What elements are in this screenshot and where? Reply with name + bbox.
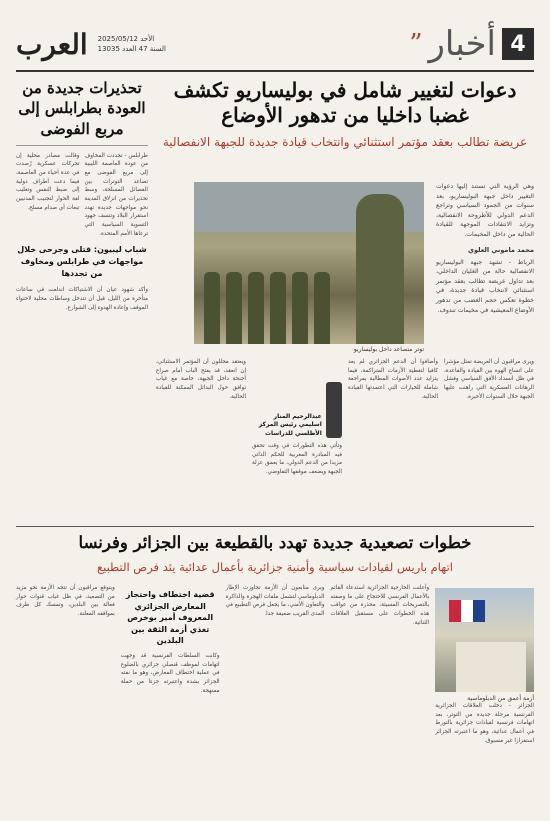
second-body-text: ويرى متابعون أن الأزمة تجاوزت الإطار الدبلوماسي لتشمل ملفات الهجرة والذاكرة والتعاون الأمني، ما يجعل فرص التطبيع في المدى القريب ضعيفة جدا.	[225, 585, 325, 617]
second-photo-caption: أزمة أعمق من الدبلوماسية	[467, 695, 534, 702]
main-body-text: وأضافوا أن الدعم الجزائري لم يعد كافيا لتغطية الأزمات المتراكمة، فيما يتزايد عدد الأصوات المطالبة بمراجعة شاملة للخيارات التي اعتمدتها القيادة الحالية.	[348, 359, 438, 400]
author-photo	[326, 382, 342, 438]
sidebar-body-c: وأكد شهود عيان أن الاشتباكات اندلعت في ساعات متأخرة من الليل، قبل أن تتدخل وساطات محلية لاحتواء الموقف وإعادة الهدوء إلى الشوارع.	[16, 287, 148, 311]
middle-divider	[16, 526, 534, 527]
second-headline: خطوات تصعيدية جديدة تهدد بالقطيعة بين الجزائر وفرنسا	[78, 533, 472, 552]
second-col	[16, 584, 115, 807]
main-byline: محمد ماموني العلوي	[468, 245, 534, 254]
quote-mark-icon: ”	[409, 29, 423, 59]
main-deck: عريضة تطالب بعقد مؤتمر استثنائي وانتخاب قيادة جديدة للجبهة الانفصالية	[162, 135, 528, 149]
photo-leader	[356, 194, 404, 344]
second-body-text: الجزائر - دخلت العلاقات الجزائرية الفرنسية مرحلة جديدة من التوتر، بعد اتهامات فرنسية لقيادات جزائرية بالتورط في أعمال عدائية، وهو ما اعتبرته الجزائر استفزازا غير مسبوق.	[435, 703, 534, 744]
photo-soldier	[204, 272, 220, 344]
masthead-brand	[16, 28, 166, 61]
issue-info	[98, 34, 166, 55]
second-col	[226, 584, 325, 807]
flag-white	[461, 600, 473, 622]
second-deck: اتهام باريس لقيادات سياسية وأمنية جزائرية بأعمال عدائية يئد فرص التطبيع	[96, 560, 453, 574]
main-body-text: وتأتي هذه التطورات في وقت تحقق فيه المبادرة المغربية للحكم الذاتي مزيدا من الدعم الدولي، ما يعمق عزلة الجبهة ويضعف موقفها التفاوضي.	[252, 443, 342, 475]
issue-date: الأحد 2025/05/12	[97, 34, 155, 43]
sidebar-divider	[16, 145, 148, 146]
second-body-text: ويتوقع مراقبون أن تتجه الأزمة نحو مزيد من التصعيد، في ظل غياب قنوات حوار فعالة بين البلدين، وتمسك كل طرف بمواقفه المعلنة.	[16, 585, 115, 617]
polisario-photo	[194, 182, 424, 344]
second-body-text: وكانت السلطات الفرنسية قد وجهت اتهامات لموظف قنصلي جزائري بالضلوع في عملية اختطاف المعارض، وهو ما نفته الجزائر بشدة واعتبرته جزءا من حملة ممنهجة.	[120, 652, 220, 694]
sidebar-body-b: وقالت مصادر محلية إن تحركات عسكرية رُصدت في عدة أحياء من العاصمة، فيما دعت أطراف دولية إلى ضبط النفس وتغليب لغة الحوار لتجنيب المدنيين تبعات أي صدام مسلح.	[16, 152, 80, 211]
photo-building	[456, 642, 526, 692]
main-body-col	[444, 358, 534, 518]
author-box	[252, 358, 342, 438]
algeria-france-photo	[435, 588, 534, 692]
photo-soldier	[314, 272, 330, 344]
section-number: 4	[502, 28, 534, 60]
main-body-col	[156, 358, 246, 518]
main-body-col	[348, 358, 438, 518]
second-col	[330, 584, 429, 807]
french-flag	[449, 600, 485, 622]
main-intro-column	[436, 182, 534, 315]
sidebar-headline: تحذيرات جديدة من العودة بطرابلس إلى مربع الفوضى	[18, 79, 146, 138]
issue-number: السنة 47 العدد 13035	[97, 45, 166, 53]
flag-blue	[473, 600, 485, 622]
main-article	[156, 78, 534, 518]
flag-red	[449, 600, 461, 622]
main-body-text: ويرى مراقبون أن العريضة تمثل مؤشرا على اتساع الهوة بين القيادة والقاعدة، في ظل انسداد الأفق السياسي وفشل الرهانات العسكرية التي راهنت عليها الجبهة خلال السنوات الأخيرة.	[444, 359, 534, 400]
second-col	[121, 584, 220, 807]
main-body-columns	[156, 358, 534, 518]
top-divider	[16, 70, 534, 72]
photo-soldier	[248, 272, 264, 344]
main-intro-2: الرباط - تشهد جبهة البوليساريو الانفصالية حالة من الغليان الداخلي، بعد تداول عريضة تطالب بعقد مؤتمر استثنائي لانتخاب قيادة جديدة، في خطوة تعكس حجم الغضب من تدهور الأوضاع المعيشية في مخيمات تندوف.	[436, 258, 534, 314]
sidebar-columns	[16, 152, 148, 239]
second-body-text: وأعلنت الخارجية الجزائرية استدعاء القائم بالأعمال الفرنسي للاحتجاج على ما وصفته بالتصريحات المسيئة، محذرة من عواقب هذه الخطوات على مستقبل العلاقات الثنائية.	[330, 585, 430, 626]
author-name: عبدالرحيم المنار اسليمي رئيس المركز الأطلسي للدراسات	[258, 412, 322, 437]
photo-soldier	[226, 272, 242, 344]
second-col	[435, 584, 534, 807]
sidebar-body-a: طرابلس - تجددت المخاوف من عودة العاصمة الليبية إلى مربع الفوضى مع تصاعد التوترات بين الفصائل المسلحة، وسط تحذيرات من انزلاق المدينة نحو مواجهات جديدة تهدد استقرار البلاد وتنسف جهود التسوية السياسية التي ترعاها الأمم المتحدة.	[84, 152, 148, 237]
main-body-text: ويعتقد محللون أن المؤتمر الاستثنائي، إن انعقد، قد يفتح الباب أمام صراع أجنحة داخل الجبهة، خاصة مع غياب توافق حول البدائل الممكنة للقيادة الحالية.	[156, 359, 246, 400]
section-name: أخبار	[428, 24, 496, 64]
main-headline: دعوات لتغيير شامل في بوليساريو تكشف غضبا داخليا من تدهور الأوضاع	[173, 78, 517, 127]
second-article	[16, 584, 534, 807]
newspaper-logo: العرب	[16, 27, 88, 61]
second-box-head: قضية اختطاف واحتجاز المعارض الجزائري المعروف أمير بوخرص تغذي أزمة الثقة بين البلدين	[125, 590, 215, 646]
photo-soldier	[270, 272, 286, 344]
section-header	[409, 24, 534, 64]
main-intro: وهي الرؤية التي تستند إليها دعوات التغيير داخل جبهة البوليساريو، بعد سنوات من الجمود السياسي وتراجع الدعم الدولي للأطروحة الانفصالية، وتزايد الانتقادات الموجهة للقيادة الحالية من داخل المخيمات.	[436, 183, 534, 239]
sidebar-article	[16, 78, 148, 521]
photo-caption: توتر متصاعد داخل بوليساريو	[353, 346, 424, 353]
masthead	[16, 22, 534, 66]
photo-soldier	[292, 272, 308, 344]
sidebar-box-head: شباب ليبيون: قتلى وجرحى خلال مواجهات في طرابلس ومخاوف من تجددها	[17, 245, 147, 279]
main-body-col	[252, 358, 342, 518]
